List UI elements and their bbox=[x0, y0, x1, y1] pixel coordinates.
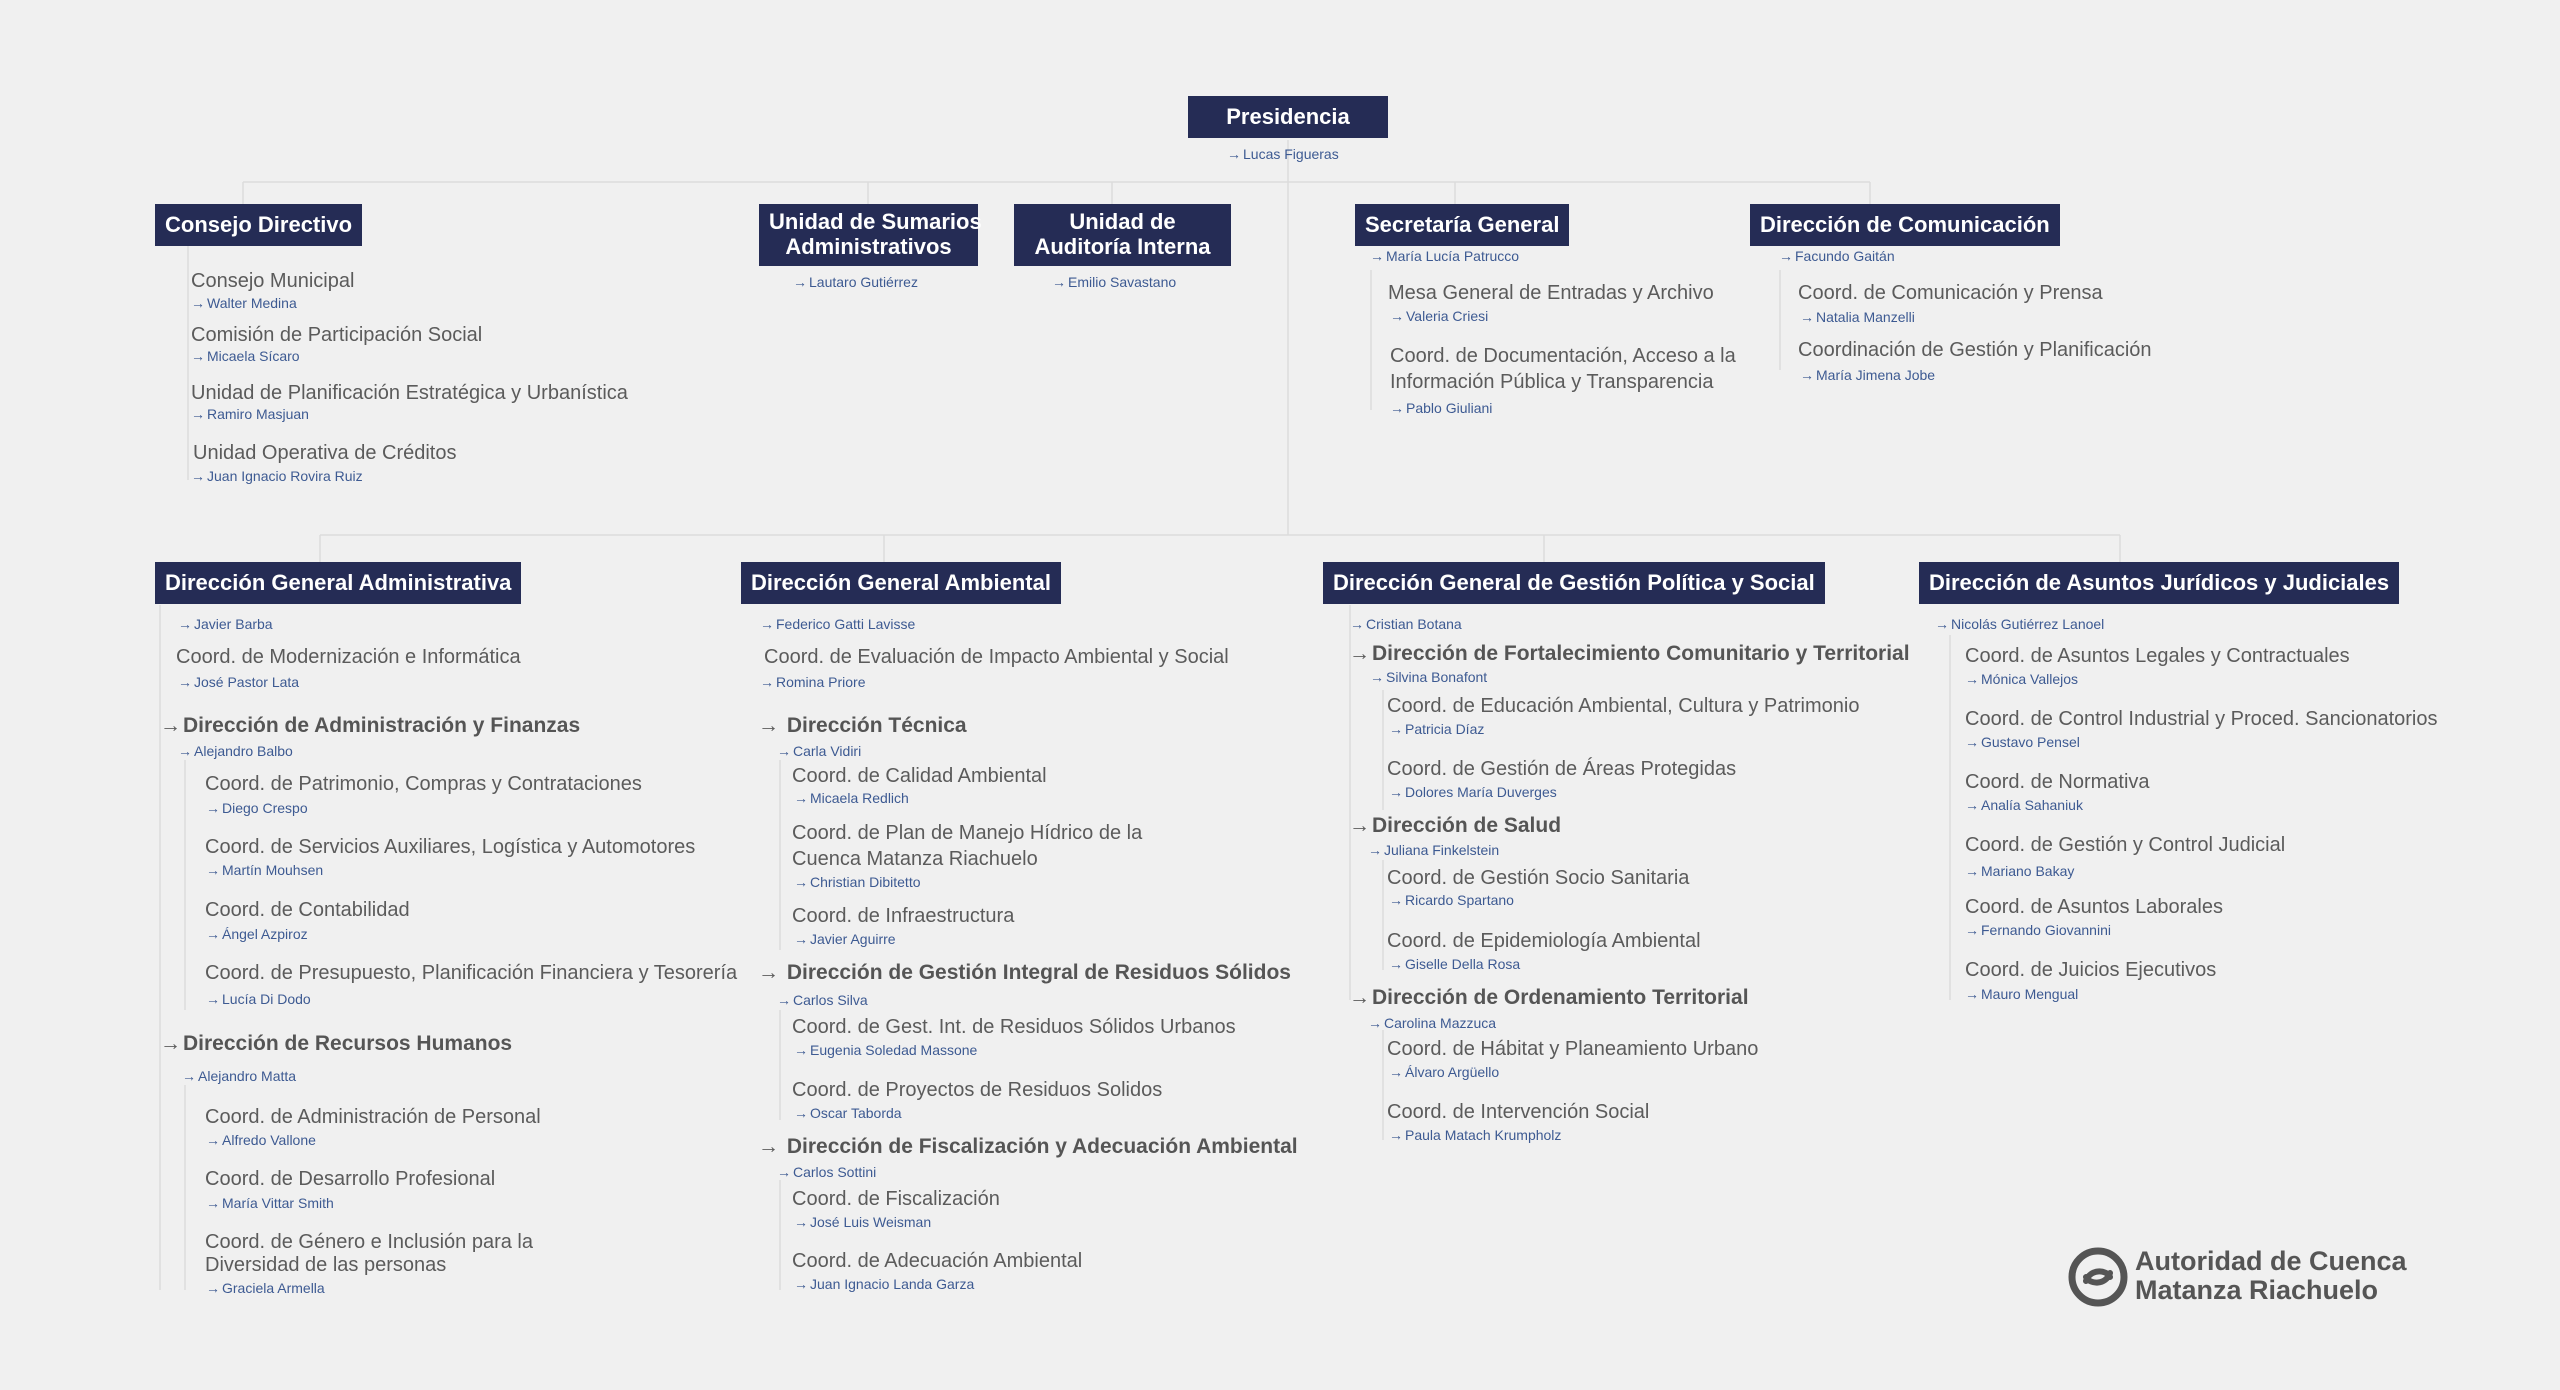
salud-item-person: → Ricardo Spartano bbox=[1389, 891, 1514, 909]
secretaria-person: → María Lucía Patrucco bbox=[1370, 247, 1519, 265]
consejo-item-person: → Micaela Sícaro bbox=[191, 347, 300, 365]
fort-item-name: Coord. de Gestión de Áreas Protegidas bbox=[1387, 758, 1737, 780]
orden-person: → Carolina Mazzuca bbox=[1368, 1014, 1496, 1032]
orden-direction-name: Dirección de Ordenamiento Territorial bbox=[1372, 986, 1749, 1009]
tecnica-direction bbox=[758, 713, 967, 739]
juridicos-item-name: Coord. de Juicios Ejecutivos bbox=[1965, 959, 2217, 981]
arrow-icon: → bbox=[160, 1032, 181, 1055]
rrhh-direction-name: Dirección de Recursos Humanos bbox=[183, 1032, 513, 1055]
rrhh-item-name: Coord. de Administración de Personal bbox=[205, 1106, 541, 1128]
arrow-icon: → bbox=[1349, 642, 1370, 665]
secretaria-item-name: Mesa General de Entradas y Archivo bbox=[1388, 282, 1714, 304]
juridicos-item-name: Coord. de Control Industrial y Proced. Sancionatorios bbox=[1965, 708, 2438, 730]
fiscal-item-person: → Juan Ignacio Landa Garza bbox=[794, 1275, 974, 1293]
salud-item-name: Coord. de Epidemiología Ambiental bbox=[1387, 930, 1701, 952]
orden-direction bbox=[1349, 985, 1749, 1011]
comunicacion-item-person: → Natalia Manzelli bbox=[1800, 308, 1915, 326]
fort-item-person: → Patricia Díaz bbox=[1389, 720, 1484, 738]
rrhh-direction bbox=[160, 1031, 512, 1057]
fiscal-item-name: Coord. de Adecuación Ambiental bbox=[792, 1250, 1083, 1272]
finanzas-direction-name: Dirección de Administración y Finanzas bbox=[183, 714, 581, 737]
consejo-item-person: → Juan Ignacio Rovira Ruiz bbox=[191, 467, 363, 485]
arrow-icon: → bbox=[758, 1135, 779, 1158]
secretaria-item-name: Coord. de Documentación, Acceso a la bbox=[1390, 345, 1736, 367]
dgamb-eval-name: Coord. de Evaluación de Impacto Ambiental y Social bbox=[764, 646, 1229, 668]
dgps-box[interactable]: Dirección General de Gestión Política y Social bbox=[1323, 562, 1825, 604]
consejo-directivo-box[interactable]: Consejo Directivo bbox=[155, 204, 362, 246]
tecnica-item-name-2: Cuenca Matanza Riachuelo bbox=[792, 848, 1038, 870]
secretaria-item-person: → Valeria Criesi bbox=[1390, 307, 1488, 325]
sumarios-box[interactable] bbox=[759, 204, 982, 266]
presidencia-person: → Lucas Figueras bbox=[1227, 145, 1339, 163]
salud-item-name: Coord. de Gestión Socio Sanitaria bbox=[1387, 867, 1690, 889]
logo-text bbox=[2135, 1247, 2407, 1305]
autoridad-cuenca-logo bbox=[2068, 1245, 2407, 1309]
consejo-item-person: → Walter Medina bbox=[191, 294, 297, 312]
logo-line-2: Matanza Riachuelo bbox=[2135, 1275, 2379, 1305]
arrow-icon: → bbox=[758, 714, 779, 737]
sumarios-person: → Lautaro Gutiérrez bbox=[793, 273, 918, 291]
fiscal-item-name: Coord. de Fiscalización bbox=[792, 1188, 1000, 1210]
fort-person: → Silvina Bonafont bbox=[1370, 668, 1487, 686]
tecnica-item-name: Coord. de Plan de Manejo Hídrico de la bbox=[792, 822, 1143, 844]
arrow-icon: → bbox=[1349, 986, 1370, 1009]
tecnica-item-name: Coord. de Calidad Ambiental bbox=[792, 765, 1047, 787]
dgps-person: → Cristian Botana bbox=[1350, 615, 1462, 633]
auditoria-person: → Emilio Savastano bbox=[1052, 273, 1176, 291]
presidencia-box[interactable]: Presidencia bbox=[1188, 96, 1388, 138]
tecnica-item-person: → Javier Aguirre bbox=[794, 930, 896, 948]
residuos-person: → Carlos Silva bbox=[777, 991, 868, 1009]
juridicos-item-person: → Mariano Bakay bbox=[1965, 862, 2074, 880]
rrhh-person: → Alejandro Matta bbox=[182, 1067, 296, 1085]
orden-item-person: → Álvaro Argüello bbox=[1389, 1063, 1499, 1081]
juridicos-item-name: Coord. de Asuntos Laborales bbox=[1965, 896, 2223, 918]
fort-direction-name: Dirección de Fortalecimiento Comunitario y Territorial bbox=[1372, 642, 1910, 665]
dgamb-eval-person: → Romina Priore bbox=[760, 673, 865, 691]
logo-icon bbox=[2068, 1247, 2128, 1307]
consejo-item-name: Comisión de Participación Social bbox=[191, 324, 483, 346]
juridicos-item-person: → Analía Sahaniuk bbox=[1965, 796, 2083, 814]
auditoria-label-1: Unidad de bbox=[1069, 209, 1176, 234]
dgamb-box[interactable]: Dirección General Ambiental bbox=[741, 562, 1061, 604]
finanzas-item-person: → Ángel Azpiroz bbox=[206, 925, 308, 943]
juridicos-box[interactable]: Dirección de Asuntos Jurídicos y Judiciales bbox=[1919, 562, 2399, 604]
consejo-item-name: Consejo Municipal bbox=[191, 270, 355, 292]
juridicos-item-person: → Mauro Mengual bbox=[1965, 985, 2078, 1003]
juridicos-item-name: Coord. de Gestión y Control Judicial bbox=[1965, 834, 2286, 856]
salud-direction bbox=[1349, 813, 1561, 839]
consejo-item-name: Unidad de Planificación Estratégica y Urbanística bbox=[191, 382, 628, 404]
finanzas-item-person: → Diego Crespo bbox=[206, 799, 308, 817]
consejo-item-person: → Ramiro Masjuan bbox=[191, 405, 309, 423]
fiscal-direction bbox=[758, 1134, 1298, 1160]
juridicos-item-person: → Fernando Giovannini bbox=[1965, 921, 2111, 939]
comunicacion-box[interactable]: Dirección de Comunicación bbox=[1750, 204, 2060, 246]
arrow-icon: → bbox=[160, 714, 181, 737]
comunicacion-person: → Facundo Gaitán bbox=[1779, 247, 1895, 265]
auditoria-box[interactable] bbox=[1014, 204, 1231, 266]
finanzas-item-person: → Lucía Di Dodo bbox=[206, 990, 311, 1008]
orden-item-name: Coord. de Hábitat y Planeamiento Urbano bbox=[1387, 1038, 1759, 1060]
sumarios-label-2: Administrativos bbox=[785, 234, 952, 259]
residuos-direction-name: Dirección de Gestión Integral de Residuos Sólidos bbox=[786, 961, 1291, 984]
juridicos-item-name: Coord. de Normativa bbox=[1965, 771, 2150, 793]
finanzas-item-name: Coord. de Servicios Auxiliares, Logística y Automotores bbox=[205, 836, 696, 858]
finanzas-direction bbox=[160, 713, 580, 739]
secretaria-item-person: → Pablo Giuliani bbox=[1390, 399, 1492, 417]
residuos-item-person: → Eugenia Soledad Massone bbox=[794, 1041, 977, 1059]
finanzas-item-name: Coord. de Presupuesto, Planificación Financiera y Tesorería bbox=[205, 962, 738, 984]
salud-person: → Juliana Finkelstein bbox=[1368, 841, 1499, 859]
fiscal-direction-name: Dirección de Fiscalización y Adecuación Ambiental bbox=[786, 1135, 1298, 1158]
juridicos-person: → Nicolás Gutiérrez Lanoel bbox=[1935, 615, 2104, 633]
rrhh-item-name: Coord. de Género e Inclusión para la bbox=[205, 1231, 533, 1253]
tecnica-direction-name: Dirección Técnica bbox=[786, 714, 967, 737]
orden-item-person: → Paula Matach Krumpholz bbox=[1389, 1126, 1561, 1144]
dga-modern-person: → José Pastor Lata bbox=[178, 673, 299, 691]
orden-item-name: Coord. de Intervención Social bbox=[1387, 1101, 1650, 1123]
arrow-icon: → bbox=[758, 961, 779, 984]
arrow-icon: → bbox=[1349, 814, 1370, 837]
residuos-item-person: → Oscar Taborda bbox=[794, 1104, 902, 1122]
finanzas-item-name: Coord. de Contabilidad bbox=[205, 899, 410, 921]
secretaria-item-name-2: Información Pública y Transparencia bbox=[1390, 371, 1714, 393]
residuos-item-name: Coord. de Gest. Int. de Residuos Sólidos Urbanos bbox=[792, 1016, 1236, 1038]
rrhh-item-person: → Graciela Armella bbox=[206, 1279, 325, 1297]
sumarios-label-1: Unidad de Sumarios bbox=[769, 209, 982, 234]
salud-direction-name: Dirección de Salud bbox=[1372, 814, 1562, 837]
residuos-item-name: Coord. de Proyectos de Residuos Solidos bbox=[792, 1079, 1163, 1101]
fort-item-person: → Dolores María Duverges bbox=[1389, 783, 1557, 801]
tecnica-person: → Carla Vidiri bbox=[777, 742, 861, 760]
rrhh-item-name-2: Diversidad de las personas bbox=[205, 1254, 447, 1276]
comunicacion-item-name: Coordinación de Gestión y Planificación bbox=[1798, 339, 2152, 361]
residuos-direction bbox=[758, 960, 1291, 986]
dgamb-person: → Federico Gatti Lavisse bbox=[760, 615, 915, 633]
salud-item-person: → Giselle Della Rosa bbox=[1389, 955, 1520, 973]
secretaria-general-box[interactable]: Secretaría General bbox=[1355, 204, 1569, 246]
finanzas-item-person: → Martín Mouhsen bbox=[206, 861, 323, 879]
fiscal-person: → Carlos Sottini bbox=[777, 1163, 876, 1181]
dga-modern-name: Coord. de Modernización e Informática bbox=[176, 646, 521, 668]
fiscal-item-person: → José Luis Weisman bbox=[794, 1213, 931, 1231]
finanzas-person: → Alejandro Balbo bbox=[178, 742, 293, 760]
comunicacion-item-person: → María Jimena Jobe bbox=[1800, 366, 1935, 384]
juridicos-item-name: Coord. de Asuntos Legales y Contractuales bbox=[1965, 645, 2350, 667]
comunicacion-item-name: Coord. de Comunicación y Prensa bbox=[1798, 282, 2103, 304]
tecnica-item-person: → Micaela Redlich bbox=[794, 789, 909, 807]
auditoria-label-2: Auditoría Interna bbox=[1034, 234, 1211, 259]
rrhh-item-person: → Alfredo Vallone bbox=[206, 1131, 316, 1149]
dga-person: → Javier Barba bbox=[178, 615, 273, 633]
rrhh-item-name: Coord. de Desarrollo Profesional bbox=[205, 1168, 496, 1190]
juridicos-item-person: → Mónica Vallejos bbox=[1965, 670, 2078, 688]
fort-item-name: Coord. de Educación Ambiental, Cultura y Patrimonio bbox=[1387, 695, 1860, 717]
fort-direction bbox=[1349, 641, 1910, 667]
rrhh-item-person: → María Vittar Smith bbox=[206, 1194, 334, 1212]
dga-box[interactable]: Dirección General Administrativa bbox=[155, 562, 521, 604]
finanzas-item-name: Coord. de Patrimonio, Compras y Contrataciones bbox=[205, 773, 642, 795]
logo-line-1: Autoridad de Cuenca bbox=[2135, 1246, 2407, 1276]
juridicos-item-person: → Gustavo Pensel bbox=[1965, 733, 2080, 751]
tecnica-item-person: → Christian Dibitetto bbox=[794, 873, 921, 891]
consejo-item-name: Unidad Operativa de Créditos bbox=[193, 442, 457, 464]
tecnica-item-name: Coord. de Infraestructura bbox=[792, 905, 1015, 927]
